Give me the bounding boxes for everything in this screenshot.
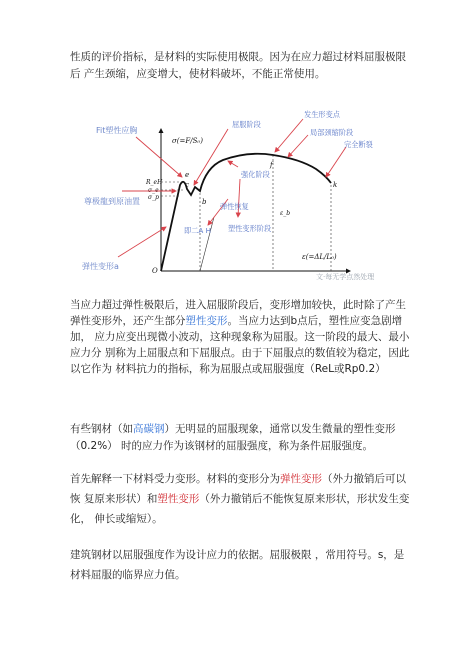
yield-text-2: 。当应力达到b点后，塑性应变急剧增加， 应力应变出现微小波动，这种现象称为屈服。这一阶段的最大、最小应力分 别称为上屈服点和下屈服点。由于下屈服点的数值较为稳定，因此以它作为 材料抗力的指标，称为屈服点或屈服强度（ReL或Rp0.2） (70, 315, 410, 375)
arrow-plastic (238, 179, 240, 217)
high-carbon-steel-link[interactable]: 高碳钢 (133, 423, 165, 435)
yield-text-1: 当应力超过弹性极限后，进入屈服阶段后，变形增加较快，此时除了产生弹性变形外，还产生部分 (70, 299, 406, 327)
annotation-plastic-deformation: 塑性变形阶段 (228, 224, 272, 233)
point-b-label: b (202, 198, 207, 206)
deform-text-1: 首先解释一下材料受力变形。材料的变形分为 (70, 473, 280, 485)
design-paragraph: 建筑钢材以屈服强度作为设计应力的依据。屈服极限 ，常用符号。s，是材料屈服的临界应力值。 (70, 549, 405, 581)
deform-text-2: （外力撤销后可以恢 复原来形状）和 (70, 473, 406, 505)
deform-text-3: （外力撤销后不能恢复原来形状，形状发生变化， 伸长或缩短）。 (70, 493, 410, 525)
annotation-lower-yield: 尊极龍到原油置 (84, 197, 140, 206)
watermark-text: 文·每无学点然处理 (316, 273, 375, 281)
intro-paragraph: 性质的评价指标，是材料的实际使用极限。因为在应力超过材料屈服极限后 产生颈缩，应变增大，使材料破坏，不能正常使用。 (70, 51, 406, 80)
y-axis-label: σ(=F/S₀) (172, 137, 203, 145)
annotation-fracture: 完全断裂 (344, 140, 373, 149)
plastic-deformation-link-2[interactable]: 塑性变形 (157, 493, 200, 505)
point-k-label: k (333, 181, 338, 189)
sigma-e-label: σ_e (148, 187, 159, 194)
x-axis-label: ε(=ΔL/L₀) (302, 253, 337, 261)
point-f-label: f (270, 161, 273, 169)
arrow-elastic (118, 227, 166, 257)
sigma-p-label: σ_p (148, 194, 159, 201)
annotation-hardening: 强化阶段 (241, 170, 270, 179)
arrow-necking-stage (288, 135, 308, 157)
arrow-necking-start (275, 119, 303, 152)
annotation-yield-stage: 屈服阶段 (232, 120, 261, 129)
origin-label: O (152, 267, 158, 275)
annotation-upper-yield: Fit塑性应胸 (96, 126, 138, 135)
reh-label: R_eH (146, 179, 163, 186)
annotation-recovery-label: 即二A H (184, 226, 211, 235)
stress-strain-diagram (82, 107, 388, 299)
low-carbon-text-1: 有些钢材（如 (70, 423, 133, 435)
arrow-hardening (228, 161, 238, 167)
annotation-necking-stage: 局部颈缩阶段 (310, 128, 354, 137)
low-carbon-text-2: ）无明显的屈服现象，通常以发生微量的塑性变形（0.2%） 时的应力作为该钢材的屈服强度，称为条件屈服强度。 (70, 423, 396, 452)
stress-strain-figure (82, 107, 388, 299)
annotation-elastic-recovery: 弹性恢复 (220, 202, 249, 211)
low-carbon-paragraph (70, 421, 410, 455)
annotation-necking-start: 发生形变点 (304, 110, 340, 119)
point-e-label: e (185, 171, 190, 179)
plastic-deformation-link[interactable]: 塑性变形 (185, 315, 228, 327)
yield-paragraph (70, 297, 410, 377)
strain-mark-label: ε_b (280, 210, 291, 217)
arrow-fracture (326, 147, 346, 177)
point-c-label: c (185, 181, 189, 189)
elastic-deformation-link[interactable]: 弹性变形 (280, 473, 322, 485)
deformation-paragraph (70, 469, 410, 529)
annotation-elastic-stage: 弹性变形a (82, 262, 119, 271)
